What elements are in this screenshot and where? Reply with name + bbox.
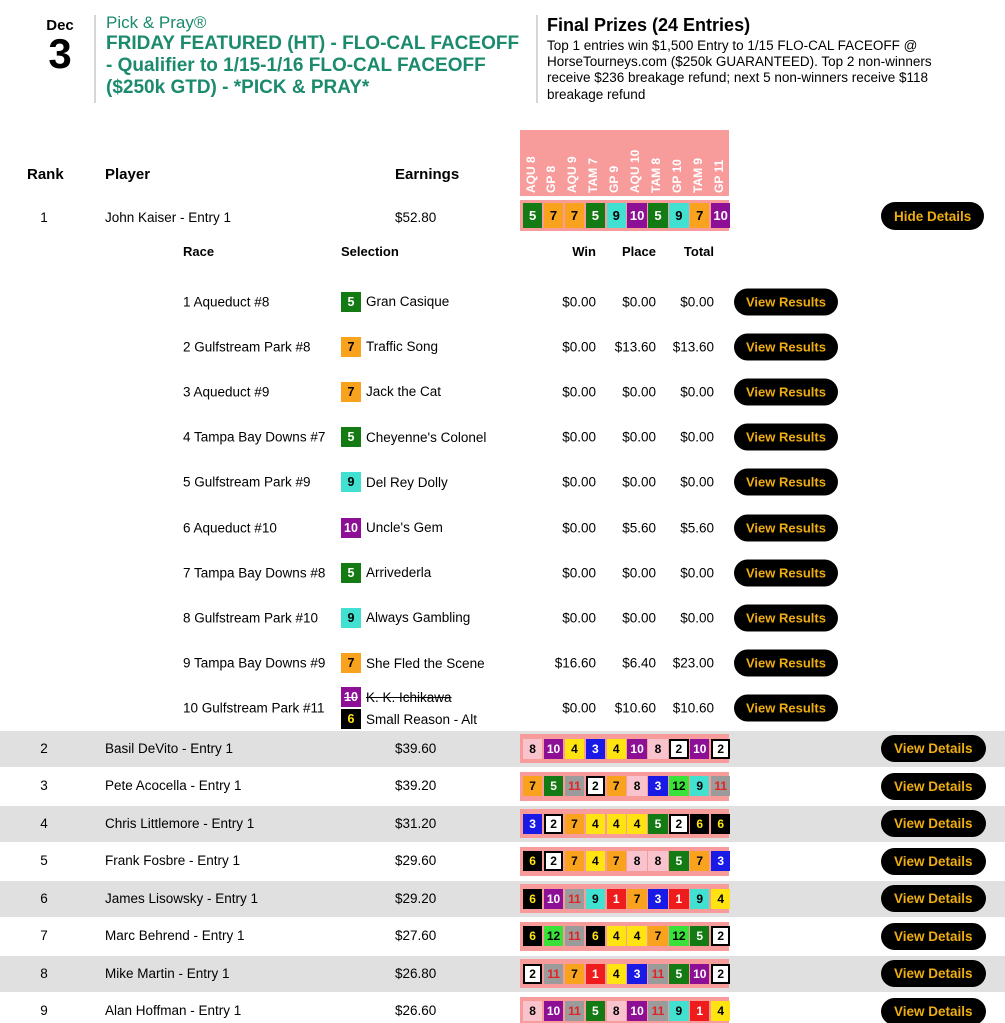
- total-amount: $5.60: [680, 520, 714, 536]
- selection-cell: [341, 427, 486, 447]
- saddle-cloth-chip-5: 5: [690, 926, 709, 946]
- place-amount: $0.00: [622, 429, 656, 445]
- saddle-cloth-chip-8: 8: [523, 739, 542, 759]
- race-column-header-tam-8: TAM 8: [648, 157, 663, 193]
- win-amount: $0.00: [562, 339, 596, 355]
- selection-cell: [341, 337, 438, 357]
- race-column-header-aqu-9: AQU 9: [565, 156, 580, 193]
- saddle-cloth-chip-7: 7: [648, 926, 667, 946]
- race-detail-row: [0, 686, 1005, 731]
- race-detail-row: [0, 369, 1005, 414]
- leaderboard-row: [0, 806, 1005, 844]
- saddle-cloth-chip-3: 3: [711, 851, 730, 871]
- race-name: 1 Aqueduct #8: [183, 294, 270, 310]
- selection-cell: [341, 472, 448, 492]
- rank-value: 3: [40, 778, 48, 793]
- view-details-button[interactable]: View Details: [881, 960, 986, 987]
- rank-value: 9: [40, 1003, 48, 1018]
- selection-cell: [341, 382, 441, 402]
- saddle-cloth-chip-11: 11: [648, 964, 667, 984]
- saddle-cloth-chip-11: 11: [565, 926, 584, 946]
- saddle-cloth-chip-6: 6: [523, 926, 542, 946]
- saddle-cloth-chip-2: 2: [669, 739, 688, 759]
- total-amount: $0.00: [680, 610, 714, 626]
- view-results-button[interactable]: View Results: [734, 469, 838, 496]
- date-month: Dec: [46, 17, 74, 34]
- saddle-cloth-chip-10: 10: [690, 739, 709, 759]
- earnings-value: $27.60: [395, 928, 437, 943]
- place-amount: $0.00: [622, 384, 656, 400]
- saddle-cloth-chip-9: 9: [690, 889, 709, 909]
- saddle-cloth-chip-4: 4: [586, 851, 605, 871]
- view-details-button[interactable]: View Details: [881, 735, 986, 762]
- saddle-cloth-chip-9: 9: [341, 608, 361, 628]
- saddle-cloth-chip-8: 8: [523, 1001, 542, 1021]
- view-details-button[interactable]: View Details: [881, 998, 986, 1023]
- win-amount: $0.00: [562, 384, 596, 400]
- saddle-cloth-chip-3: 3: [648, 889, 667, 909]
- horse-name: Jack the Cat: [366, 384, 442, 400]
- saddle-cloth-chip-7: 7: [544, 203, 563, 228]
- selection-cell: [341, 653, 485, 673]
- saddle-cloth-chip-7: 7: [341, 382, 361, 402]
- view-results-button[interactable]: View Results: [734, 333, 838, 360]
- saddle-cloth-chip-3: 3: [648, 776, 667, 796]
- saddle-cloth-chip-4: 4: [607, 739, 626, 759]
- saddle-cloth-chip-7: 7: [523, 776, 542, 796]
- final-prizes-description: Top 1 entries win $1,500 Entry to 1/15 FLO-CAL FACEOFF @ HorseTourneys.com ($250k GUARANTEED). Top 2 non-winners receive $236 breakage refund; next 5 non-winners receive $118 breakage refund: [547, 38, 932, 102]
- player-name: Basil DeVito - Entry 1: [105, 740, 234, 756]
- rank-value: 6: [40, 890, 48, 906]
- race-column-header-aqu-8: AQU 8: [523, 156, 538, 193]
- race-column-header-gp-9: GP 9: [607, 165, 622, 193]
- saddle-cloth-chip-9: 9: [341, 472, 361, 492]
- picks-strip: [520, 922, 729, 951]
- horse-name: Always Gambling: [366, 610, 471, 626]
- date-day: 3: [48, 30, 72, 77]
- saddle-cloth-chip-4: 4: [586, 814, 605, 834]
- win-amount: $0.00: [562, 294, 596, 310]
- leaderboard-row: [0, 731, 1005, 769]
- view-results-button[interactable]: View Results: [734, 424, 838, 451]
- details-header-win: Win: [572, 244, 596, 259]
- saddle-cloth-chip-4: 4: [627, 926, 646, 946]
- rank-value: 5: [40, 853, 48, 868]
- view-details-button[interactable]: View Details: [881, 923, 986, 950]
- saddle-cloth-chip-7: 7: [607, 776, 626, 796]
- horse-name: She Fled the Scene: [366, 655, 485, 671]
- place-amount: $0.00: [622, 294, 656, 310]
- saddle-cloth-chip-2: 2: [669, 814, 688, 834]
- tournament-title: FRIDAY FEATURED (HT) - FLO-CAL FACEOFF - Qualifier to 1/15-1/16 FLO-CAL FACEOFF ($250k GTD) - *PICK & PRAY*: [106, 33, 520, 98]
- saddle-cloth-chip-5: 5: [586, 1001, 605, 1021]
- leaderboard-row: [0, 994, 1005, 1023]
- saddle-cloth-chip-2: 2: [523, 964, 542, 984]
- saddle-cloth-chip-6: 6: [690, 814, 709, 834]
- saddle-cloth-chip-4: 4: [627, 814, 646, 834]
- saddle-cloth-chip-9: 9: [586, 889, 605, 909]
- player-name: Marc Behrend - Entry 1: [105, 928, 245, 943]
- selection-cell: [341, 608, 470, 628]
- saddle-cloth-chip-4: 4: [607, 926, 626, 946]
- view-results-button[interactable]: View Results: [734, 514, 838, 541]
- win-amount: $0.00: [562, 474, 596, 490]
- saddle-cloth-chip-11: 11: [565, 1001, 584, 1021]
- saddle-cloth-chip-7: 7: [565, 964, 584, 984]
- picks-strip: [520, 959, 729, 988]
- race-name: 6 Aqueduct #10: [183, 520, 277, 536]
- horse-name: Gran Casique: [366, 294, 450, 310]
- saddle-cloth-chip-10: 10: [627, 203, 646, 228]
- total-amount: $10.60: [672, 700, 714, 716]
- column-header-player: Player: [105, 166, 151, 183]
- saddle-cloth-chip-3: 3: [523, 814, 542, 834]
- win-amount: $0.00: [562, 429, 596, 445]
- saddle-cloth-chip-7: 7: [627, 889, 646, 909]
- race-detail-row: [0, 415, 1005, 460]
- saddle-cloth-chip-7: 7: [690, 203, 709, 228]
- earnings-value: $31.20: [395, 815, 437, 831]
- race-detail-row: [0, 324, 1005, 369]
- details-header-total: Total: [683, 244, 714, 259]
- details-header-selection: Selection: [341, 244, 399, 259]
- race-name: 9 Tampa Bay Downs #9: [183, 655, 326, 671]
- saddle-cloth-chip-8: 8: [648, 851, 667, 871]
- saddle-cloth-chip-11: 11: [565, 776, 584, 796]
- saddle-cloth-chip-5: 5: [341, 563, 361, 583]
- saddle-cloth-chip-5: 5: [669, 964, 688, 984]
- saddle-cloth-chip-2: 2: [711, 926, 730, 946]
- details-header-row: [0, 240, 1005, 279]
- place-amount: $10.60: [614, 700, 656, 716]
- horse-name: Cheyenne's Colonel: [366, 429, 487, 445]
- place-amount: $0.00: [622, 565, 656, 581]
- saddle-cloth-chip-10: 10: [544, 1001, 563, 1021]
- saddle-cloth-chip-5: 5: [544, 776, 563, 796]
- view-details-button[interactable]: View Details: [881, 848, 986, 875]
- player-name: Chris Littlemore - Entry 1: [105, 815, 255, 831]
- leaderboard-row: [0, 956, 1005, 994]
- saddle-cloth-chip-7: 7: [341, 337, 361, 357]
- horse-name: Arrivederla: [366, 565, 432, 581]
- saddle-cloth-chip-8: 8: [648, 739, 667, 759]
- race-column-header-gp-8: GP 8: [544, 165, 559, 193]
- saddle-cloth-chip-9: 9: [669, 1001, 688, 1021]
- saddle-cloth-chip-5: 5: [341, 292, 361, 312]
- rank-value: 2: [40, 740, 48, 756]
- saddle-cloth-chip-2: 2: [544, 851, 563, 871]
- earnings-value: $39.20: [395, 778, 437, 793]
- saddle-cloth-chip-8: 8: [627, 776, 646, 796]
- saddle-cloth-chip-10: 10: [341, 687, 361, 707]
- saddle-cloth-chip-7: 7: [690, 851, 709, 871]
- saddle-cloth-chip-7: 7: [565, 814, 584, 834]
- view-results-button[interactable]: View Results: [734, 559, 838, 586]
- selection-cell: [341, 292, 449, 312]
- saddle-cloth-chip-11: 11: [711, 776, 730, 796]
- saddle-cloth-chip-1: 1: [690, 1001, 709, 1021]
- saddle-cloth-chip-10: 10: [544, 889, 563, 909]
- leaderboard-rows: [0, 731, 1005, 1023]
- total-amount: $0.00: [680, 565, 714, 581]
- picks-strip: [520, 734, 729, 763]
- saddle-cloth-chip-6: 6: [523, 851, 542, 871]
- saddle-cloth-chip-7: 7: [607, 851, 626, 871]
- rank-value: 4: [40, 815, 48, 831]
- picks-strip: [520, 809, 729, 838]
- race-detail-row: [0, 505, 1005, 550]
- saddle-cloth-chip-9: 9: [669, 203, 688, 228]
- saddle-cloth-chip-10: 10: [627, 1001, 646, 1021]
- saddle-cloth-chip-10: 10: [341, 518, 361, 538]
- rank-value: 8: [40, 965, 48, 981]
- view-results-button[interactable]: View Results: [734, 695, 838, 722]
- race-name: 8 Gulfstream Park #10: [183, 610, 319, 626]
- race-detail-row: [0, 550, 1005, 595]
- race-column-header-gp-10: GP 10: [669, 159, 684, 193]
- race-detail-row: [0, 595, 1005, 640]
- saddle-cloth-chip-1: 1: [669, 889, 688, 909]
- race-details-panel: [0, 240, 1005, 731]
- saddle-cloth-chip-6: 6: [586, 926, 605, 946]
- earnings-value: $26.60: [395, 1003, 437, 1018]
- view-details-button[interactable]: View Details: [881, 885, 986, 912]
- saddle-cloth-chip-2: 2: [586, 776, 605, 796]
- saddle-cloth-chip-5: 5: [523, 203, 542, 228]
- view-details-button[interactable]: View Details: [881, 810, 986, 837]
- win-amount: $0.00: [562, 520, 596, 536]
- total-amount: $23.00: [672, 655, 714, 671]
- saddle-cloth-chip-5: 5: [648, 203, 667, 228]
- player-name: Pete Acocella - Entry 1: [105, 778, 242, 793]
- saddle-cloth-chip-12: 12: [669, 776, 688, 796]
- total-amount: $0.00: [680, 429, 714, 445]
- race-detail-row: [0, 460, 1005, 505]
- selection-cell: [341, 518, 443, 538]
- saddle-cloth-chip-7: 7: [341, 653, 361, 673]
- saddle-cloth-chip-2: 2: [711, 964, 730, 984]
- details-header-race: Race: [183, 244, 215, 259]
- saddle-cloth-chip-5: 5: [341, 427, 361, 447]
- place-amount: $13.60: [614, 339, 656, 355]
- horse-name: Traffic Song: [366, 339, 439, 355]
- place-amount: $5.60: [622, 520, 656, 536]
- horse-name: Del Rey Dolly: [366, 474, 448, 490]
- win-amount: $0.00: [562, 610, 596, 626]
- picks-strip: [520, 200, 729, 231]
- selection-cell: [341, 563, 431, 583]
- saddle-cloth-chip-6: 6: [523, 889, 542, 909]
- view-results-button[interactable]: View Results: [734, 288, 838, 315]
- saddle-cloth-chip-7: 7: [565, 203, 584, 228]
- saddle-cloth-chip-8: 8: [627, 851, 646, 871]
- saddle-cloth-chip-4: 4: [607, 964, 626, 984]
- place-amount: $0.00: [622, 610, 656, 626]
- saddle-cloth-chip-9: 9: [607, 203, 626, 228]
- prizes-divider: [536, 15, 538, 103]
- total-amount: $0.00: [680, 294, 714, 310]
- total-amount: $0.00: [680, 474, 714, 490]
- race-name: 10 Gulfstream Park #11: [183, 700, 325, 716]
- saddle-cloth-chip-12: 12: [669, 926, 688, 946]
- saddle-cloth-chip-10: 10: [627, 739, 646, 759]
- saddle-cloth-chip-5: 5: [586, 203, 605, 228]
- race-name: 4 Tampa Bay Downs #7: [183, 429, 326, 445]
- total-amount: $13.60: [672, 339, 714, 355]
- race-name: 5 Gulfstream Park #9: [183, 474, 311, 490]
- total-amount: $0.00: [680, 384, 714, 400]
- win-amount: $0.00: [562, 565, 596, 581]
- saddle-cloth-chip-11: 11: [544, 964, 563, 984]
- saddle-cloth-chip-8: 8: [607, 1001, 626, 1021]
- saddle-cloth-chip-2: 2: [711, 739, 730, 759]
- saddle-cloth-chip-4: 4: [607, 814, 626, 834]
- race-column-header-aqu-10: AQU 10: [628, 149, 642, 193]
- place-amount: $6.40: [622, 655, 656, 671]
- view-results-button[interactable]: View Results: [734, 378, 838, 405]
- player-name: James Lisowsky - Entry 1: [105, 890, 259, 906]
- selection-stack: [341, 687, 477, 729]
- tournament-type-label: Pick & Pray®: [106, 13, 207, 32]
- saddle-cloth-chip-6: 6: [341, 709, 361, 729]
- player-name: Alan Hoffman - Entry 1: [105, 1003, 242, 1018]
- saddle-cloth-chip-9: 9: [690, 776, 709, 796]
- alt-horse-name: Small Reason - Alt: [366, 711, 478, 727]
- column-header-rank: Rank: [27, 166, 64, 183]
- header-divider: [94, 15, 96, 103]
- saddle-cloth-chip-4: 4: [711, 889, 730, 909]
- view-results-button[interactable]: View Results: [734, 650, 838, 677]
- saddle-cloth-chip-7: 7: [565, 851, 584, 871]
- player-name: John Kaiser - Entry 1: [105, 210, 232, 225]
- saddle-cloth-chip-4: 4: [565, 739, 584, 759]
- saddle-cloth-chip-6: 6: [711, 814, 730, 834]
- earnings-value: $26.80: [395, 965, 437, 981]
- place-amount: $0.00: [622, 474, 656, 490]
- saddle-cloth-chip-3: 3: [627, 964, 646, 984]
- column-header-earnings: Earnings: [395, 166, 460, 183]
- saddle-cloth-chip-5: 5: [669, 851, 688, 871]
- rank-value: 7: [40, 928, 48, 943]
- race-name: 2 Gulfstream Park #8: [183, 339, 311, 355]
- earnings-value: $39.60: [395, 740, 437, 756]
- hide-details-button[interactable]: Hide Details: [881, 202, 984, 230]
- race-detail-row: [0, 279, 1005, 324]
- earnings-value: $52.80: [395, 210, 437, 225]
- race-column-header-gp-11: GP 11: [711, 159, 726, 193]
- horse-name: Uncle's Gem: [366, 520, 443, 536]
- rank-value: 1: [40, 210, 48, 225]
- picks-strip: [520, 847, 729, 876]
- race-name: 3 Aqueduct #9: [183, 384, 270, 400]
- saddle-cloth-chip-10: 10: [690, 964, 709, 984]
- details-header-place: Place: [622, 244, 656, 259]
- scratched-horse-name: K. K. Ichikawa: [366, 689, 452, 705]
- earnings-value: $29.60: [395, 853, 437, 868]
- saddle-cloth-chip-4: 4: [711, 1001, 730, 1021]
- saddle-cloth-chip-2: 2: [544, 814, 563, 834]
- earnings-value: $29.20: [395, 890, 437, 906]
- race-detail-row: [0, 641, 1005, 686]
- leaderboard-row: [0, 769, 1005, 807]
- race-name: 7 Tampa Bay Downs #8: [183, 565, 326, 581]
- leaderboard-row: [0, 844, 1005, 882]
- leaderboard-row: [0, 881, 1005, 919]
- picks-strip: [520, 997, 729, 1023]
- view-results-button[interactable]: View Results: [734, 604, 838, 631]
- player-name: Mike Martin - Entry 1: [105, 965, 230, 981]
- saddle-cloth-chip-5: 5: [648, 814, 667, 834]
- saddle-cloth-chip-11: 11: [565, 889, 584, 909]
- saddle-cloth-chip-11: 11: [648, 1001, 667, 1021]
- race-column-header-tam-7: TAM 7: [586, 157, 601, 193]
- saddle-cloth-chip-1: 1: [586, 964, 605, 984]
- leaderboard-row: [0, 919, 1005, 957]
- saddle-cloth-chip-1: 1: [607, 889, 626, 909]
- race-column-header-tam-9: TAM 9: [690, 157, 705, 193]
- view-details-button[interactable]: View Details: [881, 773, 986, 800]
- selection-cell: [341, 687, 477, 729]
- saddle-cloth-chip-3: 3: [586, 739, 605, 759]
- player-name: Frank Fosbre - Entry 1: [105, 853, 241, 868]
- saddle-cloth-chip-12: 12: [544, 926, 563, 946]
- saddle-cloth-chip-10: 10: [544, 739, 563, 759]
- final-prizes-title: Final Prizes (24 Entries): [547, 15, 751, 35]
- picks-strip: [520, 884, 729, 913]
- picks-strip: [520, 772, 729, 801]
- win-amount: $0.00: [562, 700, 596, 716]
- win-amount: $16.60: [554, 655, 596, 671]
- saddle-cloth-chip-10: 10: [711, 203, 730, 228]
